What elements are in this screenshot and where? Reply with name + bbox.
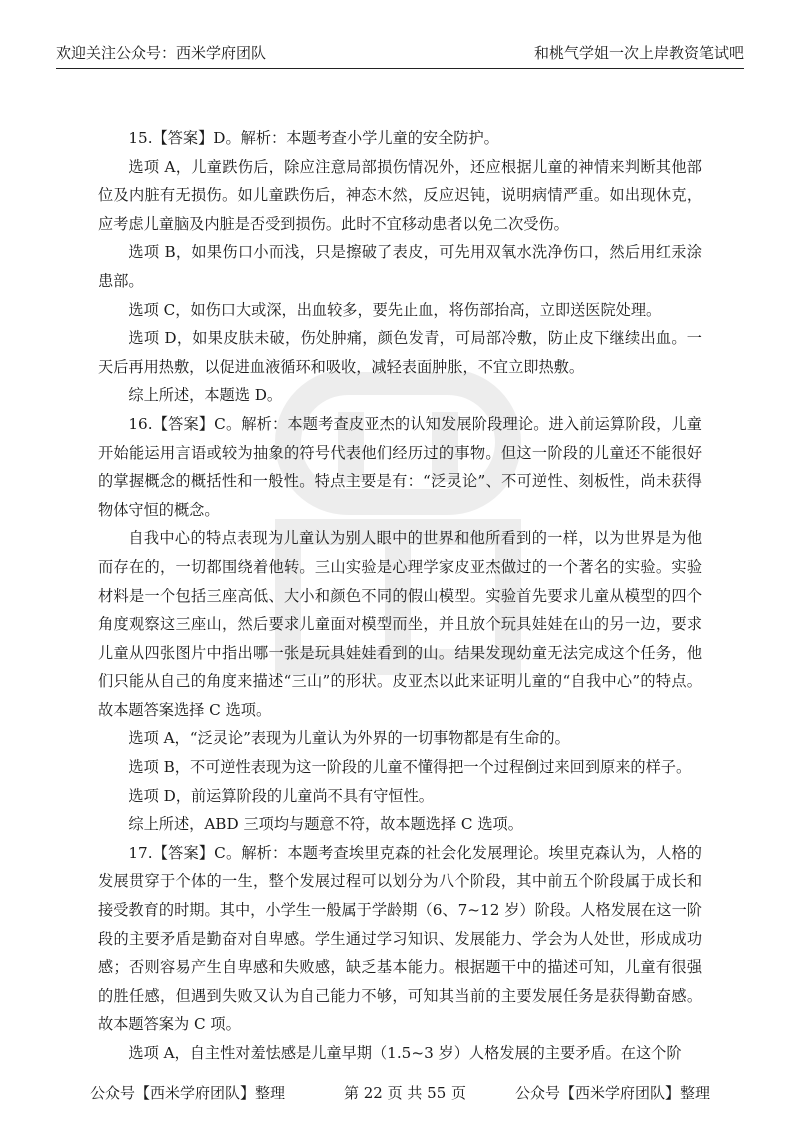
paragraph: 选项 B，不可逆性表现为这一阶段的儿童不懂得把一个过程倒过来回到原来的样子。 <box>128 758 692 777</box>
paragraph: 15.【答案】D。解析：本题考查小学儿童的安全防护。 <box>128 129 499 147</box>
header-left-text: 欢迎关注公众号：西米学府团队 <box>56 44 267 62</box>
paragraph: 选项 D，前运算阶段的儿童尚不具有守恒性。 <box>128 786 434 805</box>
paragraph: 自我中心的特点表现为儿童认为别人眼中的世界和他所看到的一样，以为世界是为他而存在的，一切都围绕着他转。三山实验是心理学家皮亚杰做过的一个著名的实验。实验材料是一个包括三座高低、大小和颜色不同的假山模型。实验首先要求儿童从模型的四个角度观察这三座山，然后要求儿童面对模型而坐，并且放个玩具娃娃在山的另一边，要求儿童从四张图片中指出哪一张是玩具娃娃看到的山。结果发现幼童无法完成这个任务，他们只能从自己的角度来描述“三山”的形状。皮亚杰以此来证明儿童的“自我中心”的特点。故本题答案选择 C 选项。 <box>98 529 702 719</box>
paragraph: 选项 D，如果皮肤未破，伤处肿痛，颜色发青，可局部冷敷，防止皮下继续出血。一天后再用热敷，以促进血液循环和吸收，减轻表面肿胀，不宜立即热敷。 <box>98 329 702 376</box>
page-header <box>56 38 744 69</box>
paragraph: 选项 A，“泛灵论”表现为儿童认为外界的一切事物都是有生命的。 <box>128 729 570 748</box>
header-right-text: 和桃气学姐一次上岸教资笔试吧 <box>533 44 744 62</box>
answer-explanations <box>98 124 702 1068</box>
paragraph: 16.【答案】C。解析：本题考查皮亚杰的认知发展阶段理论。进入前运算阶段，儿童开始能运用言语或较为抽象的符号代表他们经历过的事物。但这一阶段的儿童还不能很好的掌握概念的概括性和一般性。特点主要是有：“泛灵论”、不可逆性、刻板性，尚未获得物体守恒的概念。 <box>98 414 702 519</box>
paragraph: 17.【答案】C。解析：本题考查埃里克森的社会化发展理论。埃里克森认为，人格的发展贯穿于个体的一生，整个发展过程可以划分为八个阶段，其中前五个阶段属于成长和接受教育的时期。其中，小学生一般属于学龄期（6、7~12 岁）阶段。人格发展在这一阶段的主要矛盾是勤奋对自卑感。学生通过学习知识、发展能力、学会为人处世，形成成功感；否则容易产生自卑感和失败感，缺乏基本能力。根据题干中的描述可知，儿童有很强的胜任感，但遇到失败又认为自己能力不够，可知其当前的主要发展任务是获得勤奋感。故本题答案为 C 项。 <box>98 843 702 1034</box>
paragraph: 综上所述，ABD 三项均与题意不符，故本题选择 C 选项。 <box>128 815 523 834</box>
footer-right-text: 公众号【西米学府团队】整理 <box>514 1084 710 1102</box>
paragraph: 选项 A，儿童跌伤后，除应注意局部损伤情况外，还应根据儿童的神情来判断其他部位及内脏有无损伤。如儿童跌伤后，神态木然，反应迟钝，说明病情严重。如出现休克，应考虑儿童脑及内脏是否受到损伤。此时不宜移动患者以免二次受伤。 <box>98 157 702 233</box>
paragraph: 选项 A，自主性对羞怯感是儿童早期（1.5~3 岁）人格发展的主要矛盾。在这个阶 <box>128 1044 682 1062</box>
footer-left-text: 公众号【西米学府团队】整理 <box>90 1084 286 1102</box>
paragraph: 选项 C，如伤口大或深，出血较多，要先止血，将伤部抬高，立即送医院处理。 <box>128 300 662 319</box>
page-footer <box>0 1078 800 1108</box>
page-number: 第 22 页 共 55 页 <box>344 1084 467 1102</box>
paragraph: 选项 B，如果伤口小而浅，只是擦破了表皮，可先用双氧水洗净伤口，然后用红汞涂患部。 <box>98 243 702 290</box>
paragraph: 综上所述，本题选 D。 <box>128 386 283 405</box>
